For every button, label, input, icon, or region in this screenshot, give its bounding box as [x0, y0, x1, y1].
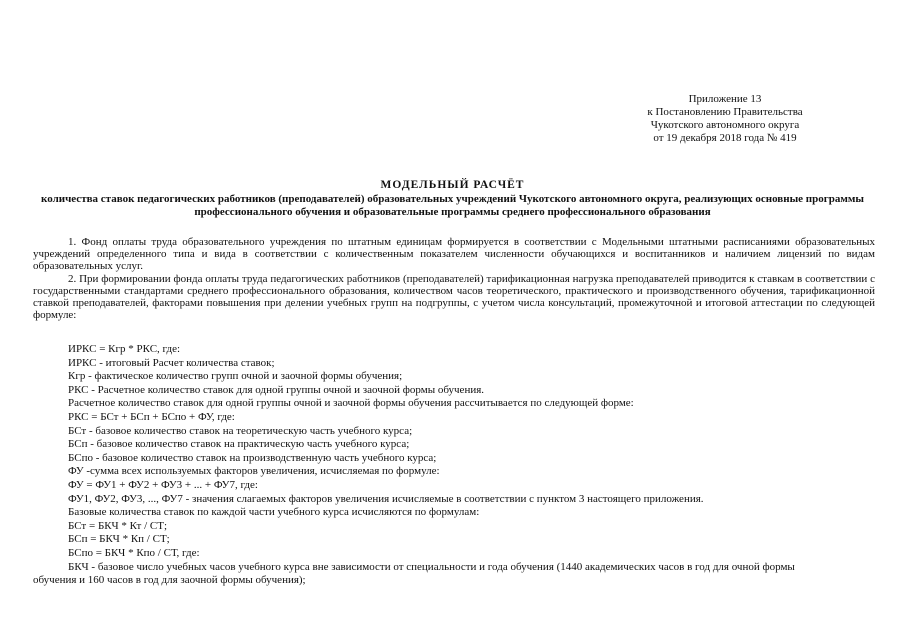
- formula-line: ИРКС = Кгр * РКС, где:: [68, 343, 181, 355]
- formula-line-bkch-continuation: обучения и 160 часов в год для заочной формы обучения);: [33, 574, 306, 587]
- paragraph-1: 1. Фонд оплаты труда образовательного учреждения по штатным единицам формируется в соответствии с Модельными штатными расписаниями образовательных учреждений определенного типа и вида в соответствии с количественным показателем численности обучающихся и воспитанников и наличием лицензий по видам образовательных услуг.: [33, 236, 875, 273]
- appendix-line-1: Приложение 13: [688, 93, 762, 105]
- formula-line: ФУ = ФУ1 + ФУ2 + ФУ3 + ... + ФУ7, где:: [68, 478, 258, 491]
- formula-line: БСп = БКЧ * Кп / СТ;: [68, 533, 170, 546]
- appendix-header: [615, 93, 835, 145]
- document-body: [33, 236, 875, 321]
- formula-line: Кгр - фактическое количество групп очной и заочной формы обучения;: [68, 370, 403, 383]
- appendix-line-3: Чукотского автономного округа: [650, 119, 800, 131]
- formula-line: ИРКС - итоговый Расчет количества ставок;: [68, 356, 275, 369]
- formula-line: БСт - базовое количество ставок на теоретическую часть учебного курса;: [68, 424, 413, 437]
- formula-section: [33, 343, 876, 588]
- document-subtitle: количества ставок педагогических работников (преподавателей) образовательных учреждений Чукотского автономного округа, реализующих основные программы профессионального обучения и образовательные программы среднего профессионального образования: [41, 193, 864, 218]
- formula-line: БСпо - базовое количество ставок на производственную часть учебного курса;: [68, 451, 437, 464]
- formula-line: ФУ1, ФУ2, ФУ3, ..., ФУ7 - значения слагаемых факторов увеличения исчисляемые в соответствии с пунктом 3 настоящего приложения.: [68, 492, 704, 505]
- formula-line-bkch: БКЧ - базовое число учебных часов учебного курса вне зависимости от специальности и года обучения (1440 академических часов в год для очной формы: [68, 560, 795, 573]
- formula-line: Расчетное количество ставок для одной группы очной и заочной формы обучения рассчитывается по следующей форме:: [68, 397, 634, 410]
- formula-line: Базовые количества ставок по каждой части учебного курса исчисляются по формулам:: [68, 506, 480, 519]
- paragraph-2: 2. При формировании фонда оплаты труда педагогических работников (преподавателей) тарификационная нагрузка преподавателей приводится к ставкам в соответствии с государственными стандартами среднего профессионального образования, количеством часов теоретического, практического и производственного обучения, тарификационной ставкой преподавателей, факторами повышения при делении учебных групп на подгруппы, с учетом числа консультаций, промежуточной и итоговой аттестации по следующей формуле:: [33, 272, 875, 322]
- formula-line: БСпо = БКЧ * Кпо / СТ, где:: [68, 546, 200, 559]
- formula-line: РКС = БСт + БСп + БСпо + ФУ, где:: [68, 410, 235, 423]
- formula-line: РКС - Расчетное количество ставок для одной группы очной и заочной формы обучения.: [68, 383, 485, 396]
- formula-line: ФУ -сумма всех используемых факторов увеличения, исчисляемая по формуле:: [68, 465, 440, 478]
- appendix-line-2: к Постановлению Правительства: [647, 106, 803, 118]
- formula-line: БСт = БКЧ * Кт / СТ;: [68, 519, 167, 532]
- document-title: МОДЕЛЬНЫЙ РАСЧЁТ: [380, 179, 525, 191]
- formula-line: БСп - базовое количество ставок на практическую часть учебного курса;: [68, 438, 410, 451]
- appendix-line-4: от 19 декабря 2018 года № 419: [653, 132, 797, 144]
